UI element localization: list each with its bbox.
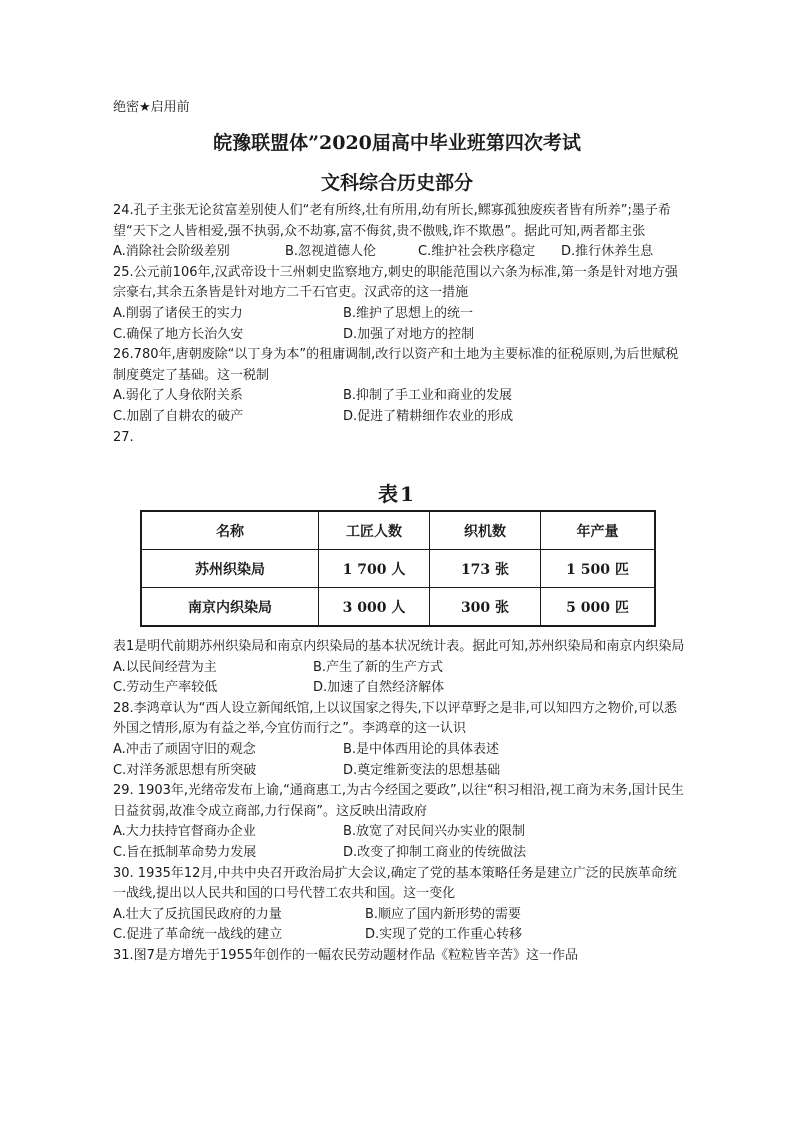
table-cell: 南京内织染局	[141, 588, 319, 627]
question-26	[113, 345, 688, 427]
table-cell: 300 张	[430, 588, 541, 627]
exam-title: 皖豫联盟体”2020届高中毕业班第四次考试	[213, 132, 581, 154]
option-d: D.加速了自然经济解体	[313, 680, 445, 696]
table-row	[141, 550, 655, 588]
question-options	[113, 740, 688, 781]
option-d: D.加强了对地方的控制	[343, 326, 475, 342]
question-stem: 表1是明代前期苏州织染局和南京内织染局的基本状况统计表。据此可知,苏州织染局和南京内织染局	[113, 639, 685, 654]
table-cell: 1 500 匹	[541, 550, 656, 588]
option-d: D.改变了抑制工商业的传统做法	[343, 844, 527, 860]
data-table	[140, 510, 656, 627]
option-d: D.实现了党的工作重心转移	[365, 927, 523, 943]
option-a: A.壮大了反抗国民政府的力量	[113, 906, 282, 922]
option-c: C.促进了革命统一战线的建立	[113, 927, 283, 943]
table-title: 表1	[378, 482, 416, 506]
question-25	[113, 263, 688, 345]
question-options	[113, 304, 688, 345]
table-cell: 1 700 人	[319, 550, 430, 588]
questions-section-b	[113, 637, 688, 967]
option-c: C.确保了地方长治久安	[113, 326, 244, 342]
question-options	[113, 905, 688, 946]
option-c: C.旨在抵制革命势力发展	[113, 844, 257, 860]
table-cell: 173 张	[430, 550, 541, 588]
option-b: B.忽视道德人伦	[285, 244, 377, 260]
option-b: B.产生了新的生产方式	[313, 659, 444, 675]
question-stem: 29. 1903年,光绪帝发布上谕,“通商惠工,为古今经国之要政”,以往“积习相沿,视工商为末务,国计民生日益贫弱,故准令成立商部,力行保商”。这反映出清政府	[113, 783, 684, 819]
option-a: A.大力扶持官督商办企业	[113, 824, 256, 840]
table-header-cell: 年产量	[541, 511, 656, 550]
option-a: A.冲击了顽固守旧的观念	[113, 741, 256, 757]
option-b: B.顺应了国内新形势的需要	[365, 906, 522, 922]
option-d: D.推行休养生息	[561, 244, 654, 260]
question-stem: 30. 1935年12月,中共中央召开政治局扩大会议,确定了党的基本策略任务是建立广泛的民族革命统一战线,提出以人民共和国的口号代替工农共和国。这一变化	[113, 865, 677, 902]
table-row	[141, 588, 655, 627]
option-d: D.奠定维新变法的思想基础	[343, 762, 501, 778]
option-c: C.维护社会秩序稳定	[418, 244, 536, 260]
question-28	[113, 699, 688, 781]
question-27	[113, 637, 688, 699]
option-d: D.促进了精耕细作农业的形成	[343, 408, 514, 424]
question-options	[113, 242, 688, 263]
question-27-number: 27.	[113, 429, 134, 445]
option-b: B.抑制了手工业和商业的发展	[343, 388, 513, 404]
option-b: B.放宽了对民间兴办实业的限制	[343, 824, 526, 840]
secret-label: 绝密★启用前	[113, 100, 190, 115]
question-options	[113, 658, 688, 699]
question-stem: 31.图7是方增先于1955年创作的一幅农民劳动题材作品《粒粒皆辛苦》这一作品	[113, 947, 579, 963]
table-header-cell: 工匠人数	[319, 511, 430, 550]
question-options	[113, 822, 688, 863]
option-b: B.维护了思想上的统一	[343, 305, 474, 321]
question-stem: 24.孔子主张无论贫富差别使人们“老有所终,壮有所用,幼有所长,鳏寡孤独废疾者皆有所养”;墨子希望“天下之人皆相爱,强不执弱,众不劫寡,富不侮贫,贵不傲贱,诈不欺愚”。据此可知,两者都主张	[113, 203, 671, 239]
exam-subtitle: 文科综合历史部分	[320, 172, 473, 194]
option-a: A.消除社会阶级差别	[113, 244, 230, 260]
question-stem: 26.780年,唐朝废除“以丁身为本”的租庸调制,改行以资产和土地为主要标准的征税原则,为后世赋税制度奠定了基础。这一税制	[113, 347, 679, 383]
questions-section-a	[113, 201, 688, 448]
option-b: B.是中体西用论的具体表述	[343, 741, 500, 757]
option-a: A.削弱了诸侯王的实力	[113, 305, 243, 321]
option-a: A.弱化了人身依附关系	[113, 388, 243, 404]
question-29	[113, 781, 688, 863]
table-cell: 3 000 人	[319, 588, 430, 627]
option-c: C.对洋务派思想有所突破	[113, 762, 257, 778]
question-stem: 25.公元前106年,汉武帝设十三州刺史监察地方,刺史的职能范围以六条为标准,第一条是针对地方强宗豪右,其余五条皆是针对地方二千石官吏。汉武帝的这一措施	[113, 264, 678, 301]
option-c: C.加剧了自耕农的破产	[113, 408, 244, 424]
option-c: C.劳动生产率较低	[113, 680, 218, 696]
table-header-cell: 织机数	[430, 511, 541, 550]
question-31	[113, 946, 688, 967]
table-header-row	[141, 511, 655, 550]
question-24	[113, 201, 688, 263]
question-options	[113, 386, 688, 427]
option-a: A.以民间经营为主	[113, 659, 217, 675]
question-30	[113, 864, 688, 946]
table-cell: 苏州织染局	[141, 550, 319, 588]
question-stem: 28.李鸿章认为“西人设立新闻纸馆,上以议国家之得失,下以评草野之是非,可以知四方之物价,可以悉外国之情形,原为有益之举,今宜仿而行之”。李鸿章的这一认识	[113, 700, 677, 737]
table-header-cell: 名称	[141, 511, 319, 550]
table-cell: 5 000 匹	[541, 588, 656, 627]
